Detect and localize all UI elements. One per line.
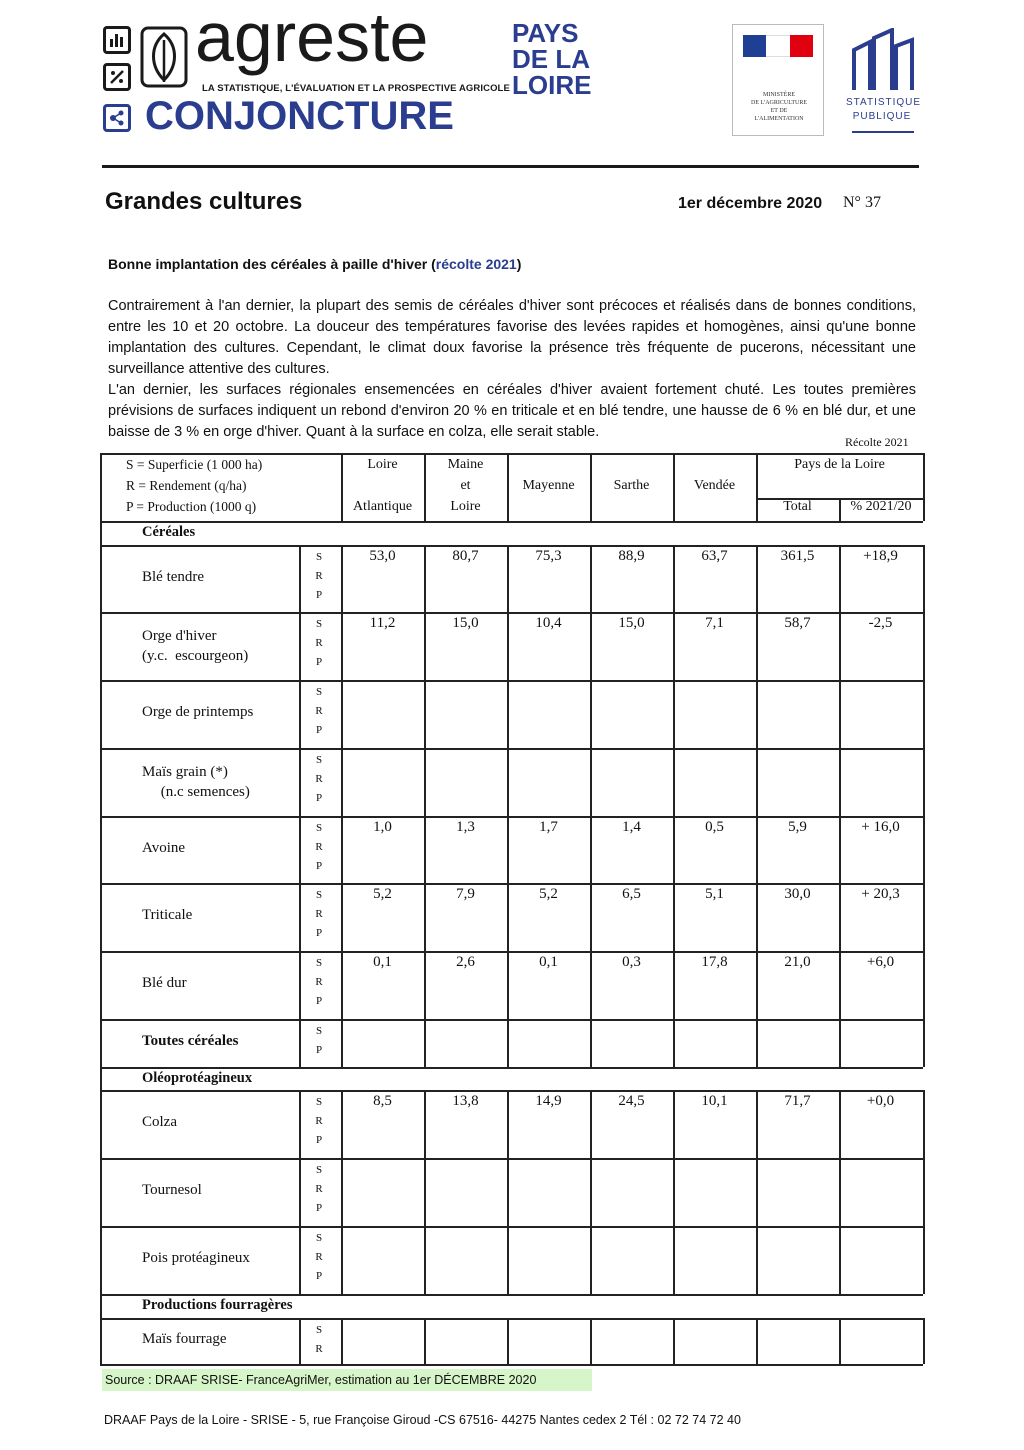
table-rule [839,1226,841,1294]
source-note: Source : DRAAF SRISE- FranceAgriMer, estimation au 1er DÉCEMBRE 2020 [102,1369,592,1391]
headline-end: ) [516,256,522,272]
row-value: 1,0 [373,819,392,835]
row-label: Triticale [142,907,193,923]
section-label-fourrage: Productions fourragères [142,1297,293,1313]
col-header-maine: Maine [447,457,484,472]
table-rule [341,1158,343,1226]
network-icon [103,104,131,132]
section-label-oleo: Oléoprotéagineux [142,1070,253,1086]
col-header-pct: % 2021/20 [850,499,912,514]
row-value: +0,0 [866,1093,895,1109]
section-label-cereales: Céréales [142,524,196,540]
brand-name: agreste [195,0,429,76]
srp-codes: S R P [315,1096,323,1146]
row-value: 10,1 [701,1093,728,1109]
row-value: 5,2 [373,886,392,902]
legend-line: R = Rendement (q/ha) [126,478,247,493]
row-value: 5,2 [539,886,558,902]
row-value: 0,3 [622,954,641,970]
srp-codes: S R [315,1324,323,1355]
col-header-maine: et [460,478,471,493]
region-line: LOIRE [512,70,592,100]
ministry-line: DE L'AGRICULTURE [750,100,808,106]
row-label: Blé tendre [142,568,205,585]
col-header-maine: Loire [450,499,481,514]
col-header-loire: Loire [367,457,398,472]
header-divider [102,165,919,168]
table-rule [100,1226,923,1228]
row-value: 80,7 [452,548,479,564]
table-rule [590,1019,592,1067]
row-value: 0,5 [705,819,724,835]
row-label: Maïs fourrage [142,1331,227,1347]
row-value: 14,9 [535,1093,562,1109]
srp-codes: S R P [315,1164,323,1214]
table-rule [923,1318,925,1364]
col-header-loire: Atlantique [352,499,413,514]
table-rule [507,748,509,816]
row-value: 11,2 [369,615,396,631]
table-rule [100,1364,923,1366]
row-value: 88,9 [618,548,645,564]
srp-codes: S R P [315,822,323,872]
stat-line: STATISTIQUE [846,97,922,108]
row-value: + 16,0 [861,819,900,835]
table-rule [341,1226,343,1294]
french-flag-icon [743,35,813,57]
table-rule [673,1158,675,1226]
row-label: Orge d'hiver [142,628,217,644]
ministry-line: L'ALIMENTATION [754,116,804,122]
table-rule [341,748,343,816]
srp-codes: S R P [315,889,323,939]
row-label: (y.c. escourgeon) [142,648,249,664]
srp-codes: S R P [315,754,323,804]
row-value: 13,8 [452,1093,479,1109]
stat-line: PUBLIQUE [852,111,912,122]
row-label: Colza [142,1114,177,1130]
table-rule [100,1294,923,1296]
table-rule [590,1318,592,1364]
table-rule [100,1067,923,1069]
table-rule [100,1019,923,1021]
col-header-total: Total [783,499,812,514]
crop-table [100,453,924,1364]
table-rule [100,612,923,614]
srp-codes: S R P [315,551,323,601]
leaf-icon [140,26,188,88]
row-label: Maïs grain (*) [142,764,228,780]
row-value: 1,4 [622,819,641,835]
table-rule [756,748,758,816]
row-label: Blé dur [142,975,187,991]
bulletin-date: 1er décembre 2020 [678,195,823,212]
table-rule [590,680,592,748]
table-rule [507,1226,509,1294]
table-rule [507,1158,509,1226]
srp-codes: S P [315,1025,323,1056]
table-rule [507,1318,509,1364]
row-value: -2,5 [868,615,893,631]
row-value: 1,7 [539,819,558,835]
table-rule [673,1318,675,1364]
row-value: 361,5 [780,548,815,564]
table-rule [100,951,923,953]
row-value: 71,7 [784,1093,811,1109]
legend-line: P = Production (1000 q) [126,499,257,514]
row-value: 5,9 [788,819,807,835]
article-paragraph: Contrairement à l'an dernier, la plupart des semis de céréales d'hiver sont précoces et réalisés dans de bonnes conditions, entre les 10 et 20 octobre. La douceur des températures favorise des levées rapides et homogènes, ainsi qu'une bonne implantation des cultures. Cependant, le climat doux favorise la présence très fréquente de pucerons, nécessitant une surveillance attentive des cultures. [108,298,916,377]
bulletin-issue: N° 37 [843,194,881,211]
row-value: 5,1 [705,886,724,902]
table-rule [673,1019,675,1067]
table-rule [673,1226,675,1294]
table-rule [756,680,758,748]
conjoncture-title: CONJONCTURE [145,94,454,138]
row-value: 24,5 [618,1093,645,1109]
harvest-label: Récolte 2021 [845,435,909,449]
table-rule [923,1090,925,1294]
srp-codes: S R P [315,686,323,736]
table-rule [839,1019,841,1067]
table-rule [590,748,592,816]
table-rule [341,1019,343,1067]
headline-text: Bonne implantation des céréales à paille d'hiver ( [108,256,436,272]
section-title: Grandes cultures [105,188,303,215]
table-rule [100,680,923,682]
table-rule [673,748,675,816]
table-rule [590,1158,592,1226]
table-rule [100,521,923,523]
table-rule [756,1158,758,1226]
table-rule [100,1090,923,1092]
table-rule [100,1158,923,1160]
table-rule [100,453,923,455]
legend-line: S = Superficie (1 000 ha) [126,457,263,472]
statistique-publique-text [846,96,922,124]
table-rule [100,748,923,750]
table-rule [100,1318,923,1320]
region-name [512,20,591,98]
region-line: PAYS [512,18,579,48]
article-paragraph: L'an dernier, les surfaces régionales ensemencées en céréales d'hiver avaient fortement chuté. Les toutes premières prévisions de surfaces indiquent un rebond d'environ 20 % en triticale et en blé tendre, une hausse de 6 % en blé dur, et une baisse de 3 % en orge d'hiver. Quant à la surface en colza, elle serait stable. [108,382,916,440]
table-rule [341,1318,343,1364]
row-value: + 20,3 [861,886,900,902]
table-rule [839,748,841,816]
col-header-vendee: Vendée [693,478,736,493]
row-label: Toutes céréales [142,1033,239,1049]
row-value: 6,5 [622,886,641,902]
row-value: 0,1 [539,954,558,970]
headline-highlight: récolte 2021 [435,256,517,272]
agreste-logo-icons [103,26,135,94]
row-value: 30,0 [784,886,811,902]
table-rule [590,1226,592,1294]
row-value: +18,9 [863,548,898,564]
table-rule [100,816,923,818]
table-rule [507,1019,509,1067]
table-rule [673,680,675,748]
row-value: 21,0 [784,954,811,970]
table-rule [424,1019,426,1067]
percent-icon [103,63,131,91]
chart-icon [103,26,131,54]
row-value: 7,9 [456,886,475,902]
col-header-sarthe: Sarthe [613,478,650,493]
row-value: 75,3 [535,548,562,564]
row-value: 15,0 [618,615,645,631]
row-value: 2,6 [456,954,475,970]
table-rule [507,680,509,748]
srp-codes: S R P [315,618,323,668]
table-rule [424,1158,426,1226]
row-value: 10,4 [535,615,562,631]
ministry-text [737,91,821,123]
srp-codes: S R P [315,1232,323,1282]
ministry-line: ET DE [770,108,788,114]
row-value: 63,7 [701,548,728,564]
row-value: 1,3 [456,819,475,835]
row-label: (n.c semences) [142,784,250,800]
region-line: DE LA [512,44,590,74]
table-rule [100,883,923,885]
row-label: Pois protéagineux [142,1250,250,1266]
row-value: 8,5 [373,1093,392,1109]
article-headline [108,256,521,272]
row-label: Tournesol [142,1182,202,1198]
row-value: +6,0 [866,954,895,970]
row-label: Avoine [142,839,186,856]
ministry-logo [732,24,824,136]
row-value: 7,1 [705,615,724,631]
table-rule [756,1226,758,1294]
row-value: 0,1 [373,954,392,970]
table-rule [424,680,426,748]
row-label: Orge de printemps [142,704,254,720]
brand-tagline: LA STATISTIQUE, L'ÉVALUATION ET LA PROSPECTIVE AGRICOLE [202,83,510,94]
page-footer: DRAAF Pays de la Loire - SRISE - 5, rue Françoise Giroud -CS 67516- 44275 Nantes cedex 2 Tél : 02 72 74 72 40 [104,1413,741,1427]
row-value: 53,0 [369,548,396,564]
table-rule [839,680,841,748]
row-value: 58,7 [784,615,811,631]
table-rule [923,545,925,1067]
table-rule [839,1318,841,1364]
table-rule [923,453,925,521]
srp-codes: S R P [315,957,323,1007]
table-rule [839,1158,841,1226]
table-rule [756,1318,758,1364]
table-rule [424,1226,426,1294]
row-value: 15,0 [452,615,479,631]
table-rule [756,1019,758,1067]
col-header-pdl: Pays de la Loire [794,457,885,472]
ministry-line: MINISTÈRE [763,92,795,98]
table-rule [424,748,426,816]
col-header-mayenne: Mayenne [522,478,575,493]
row-value: 17,8 [701,954,728,970]
table-rule [341,680,343,748]
table-rule [100,545,923,547]
table-rule [424,1318,426,1364]
